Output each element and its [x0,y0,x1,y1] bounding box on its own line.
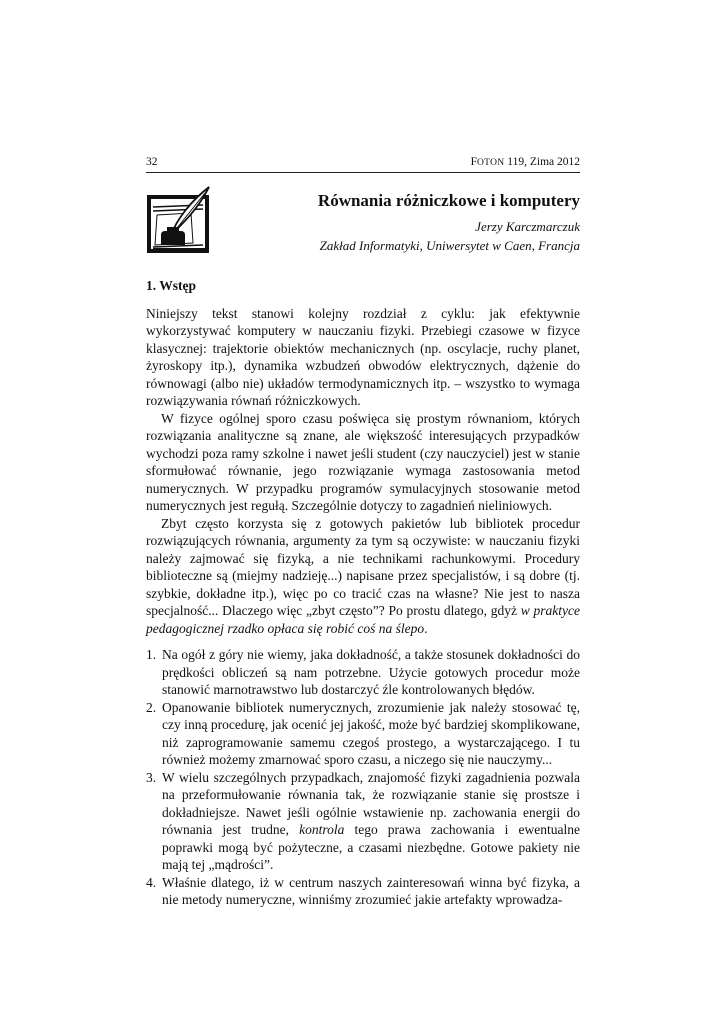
section-heading: 1. Wstęp [146,278,197,293]
numbered-list [146,646,580,909]
list-item-text: Na ogół z góry nie wiemy, jaka dokładność, a także stosunek dokładności do prędkości obliczeń są nam potrzebne. Użycie gotowych procedur może stanowić marnotrawstwo lub dostarczyć źle kontrolowanych błędów. [162,647,580,697]
paragraph-3-text: Zbyt często korzysta się z gotowych pakietów lub bibliotek procedur rozwiązujących równania, argumenty za tym są oczywiste: w nauczaniu fizyki należy zajmować się fizyką, a nie technikami rachunkowymi. Procedury biblioteczne są (miejmy nadzieję...) napisane przez specjalistów, i są dobre (tj. szybkie, dokładne itp.), więc po co tracić czas na własne? Nie jest to nasza specjalność... Dlaczego więc „zbyt często”? Po prostu dlatego, gdyż [146,515,580,618]
list-item-number: 3. [146,769,157,785]
list-item-text: Opanowanie bibliotek numerycznych, zrozumienie jak należy stosować tę, czy inną procedurę, jak ocenić jej jakość, może być bardziej skomplikowane, niż zaprogramowanie samemu czegoś prostego, a wystarczającego. I tu również możemy zmarnować sporo czasu, a niczego się nie nauczymy... [162,699,580,767]
paragraph-3 [146,515,580,638]
list-item-number: 1. [146,647,157,662]
list-item-emphasis: kontrola [299,822,345,837]
quill-and-inkwell-icon [147,185,215,253]
list-item [146,874,580,909]
list-item-number: 4. [146,874,157,890]
paragraph-3-end: . [424,620,428,636]
article-affiliation: Zakład Informatyki, Uniwersytet w Caen, Francja [319,238,580,253]
page-number: 32 [146,156,158,168]
paragraph-2: W fizyce ogólnej sporo czasu poświęca się prostym równaniom, których rozwiązania analityczne są znane, ale większość interesujących przypadków wychodzi poza ramy szkolne i nawet jeśli student (czy nauczyciel) jest w stanie sformułować równanie, jego rozwiązanie wymaga zastosowania metod numerycznych. W przypadku programów symulacyjnych stosowanie metod numerycznych jest regułą. Szczególnie dotyczy to zagadnień nieliniowych. [146,410,580,513]
paragraph-1: Niniejszy tekst stanowi kolejny rozdział z cyklu: jak efektywnie wykorzystywać komputery w nauczaniu fizyki. Przebiegi czasowe w fizyce klasycznej: trajektorie obiektów mechanicznych (np. oscylacje, ruchy planet, żyroskopy itp.), dynamika wzbudzeń obwodów elektrycznych, dążenie do równowagi (albo nie) układów termodynamicznych itp. – wszystko to wymaga rozwiązywania równań różniczkowych. [146,305,580,408]
journal-issue [471,156,580,168]
article-body [146,277,580,909]
list-item-number: 2. [146,699,157,715]
journal-initial: F [470,156,477,168]
article-title-block [250,190,580,255]
list-item-text-continued: tego prawa zachowania i ewentualne poprawki mogą być pożyteczne, a czasami niezbędne. Gotowe pakiety nie mają tej „mądrości”. [162,822,580,872]
journal-issue-rest: 119, Zima 2012 [504,156,580,168]
article-title: Równania różniczkowe i komputery [317,191,580,210]
running-header [146,155,580,173]
article-author: Jerzy Karczmarczuk [475,219,580,234]
paragraph-3-emphasis: w praktyce pedagogicznej rzadko opłaca się robić coś na ślepo [146,603,580,636]
list-item-text: Właśnie dlatego, iż w centrum naszych zainteresowań winna być fizyka, a nie metody numeryczne, winniśmy zrozumieć jakie artefakty wprowadza- [162,874,580,907]
list-item [146,699,580,769]
list-item-text: W wielu szczególnych przypadkach, znajomość fizyki zagadnienia pozwala na przeformułowanie równania tak, że rozwiązanie stanie się prostsze i dokładniejsze. Nawet jeśli ogólnie wstawienie np. zachowania energii do równania jest trudne, [162,769,580,837]
journal-smallcaps: OTON [476,158,505,168]
list-item [146,769,580,874]
list-item [146,646,580,699]
